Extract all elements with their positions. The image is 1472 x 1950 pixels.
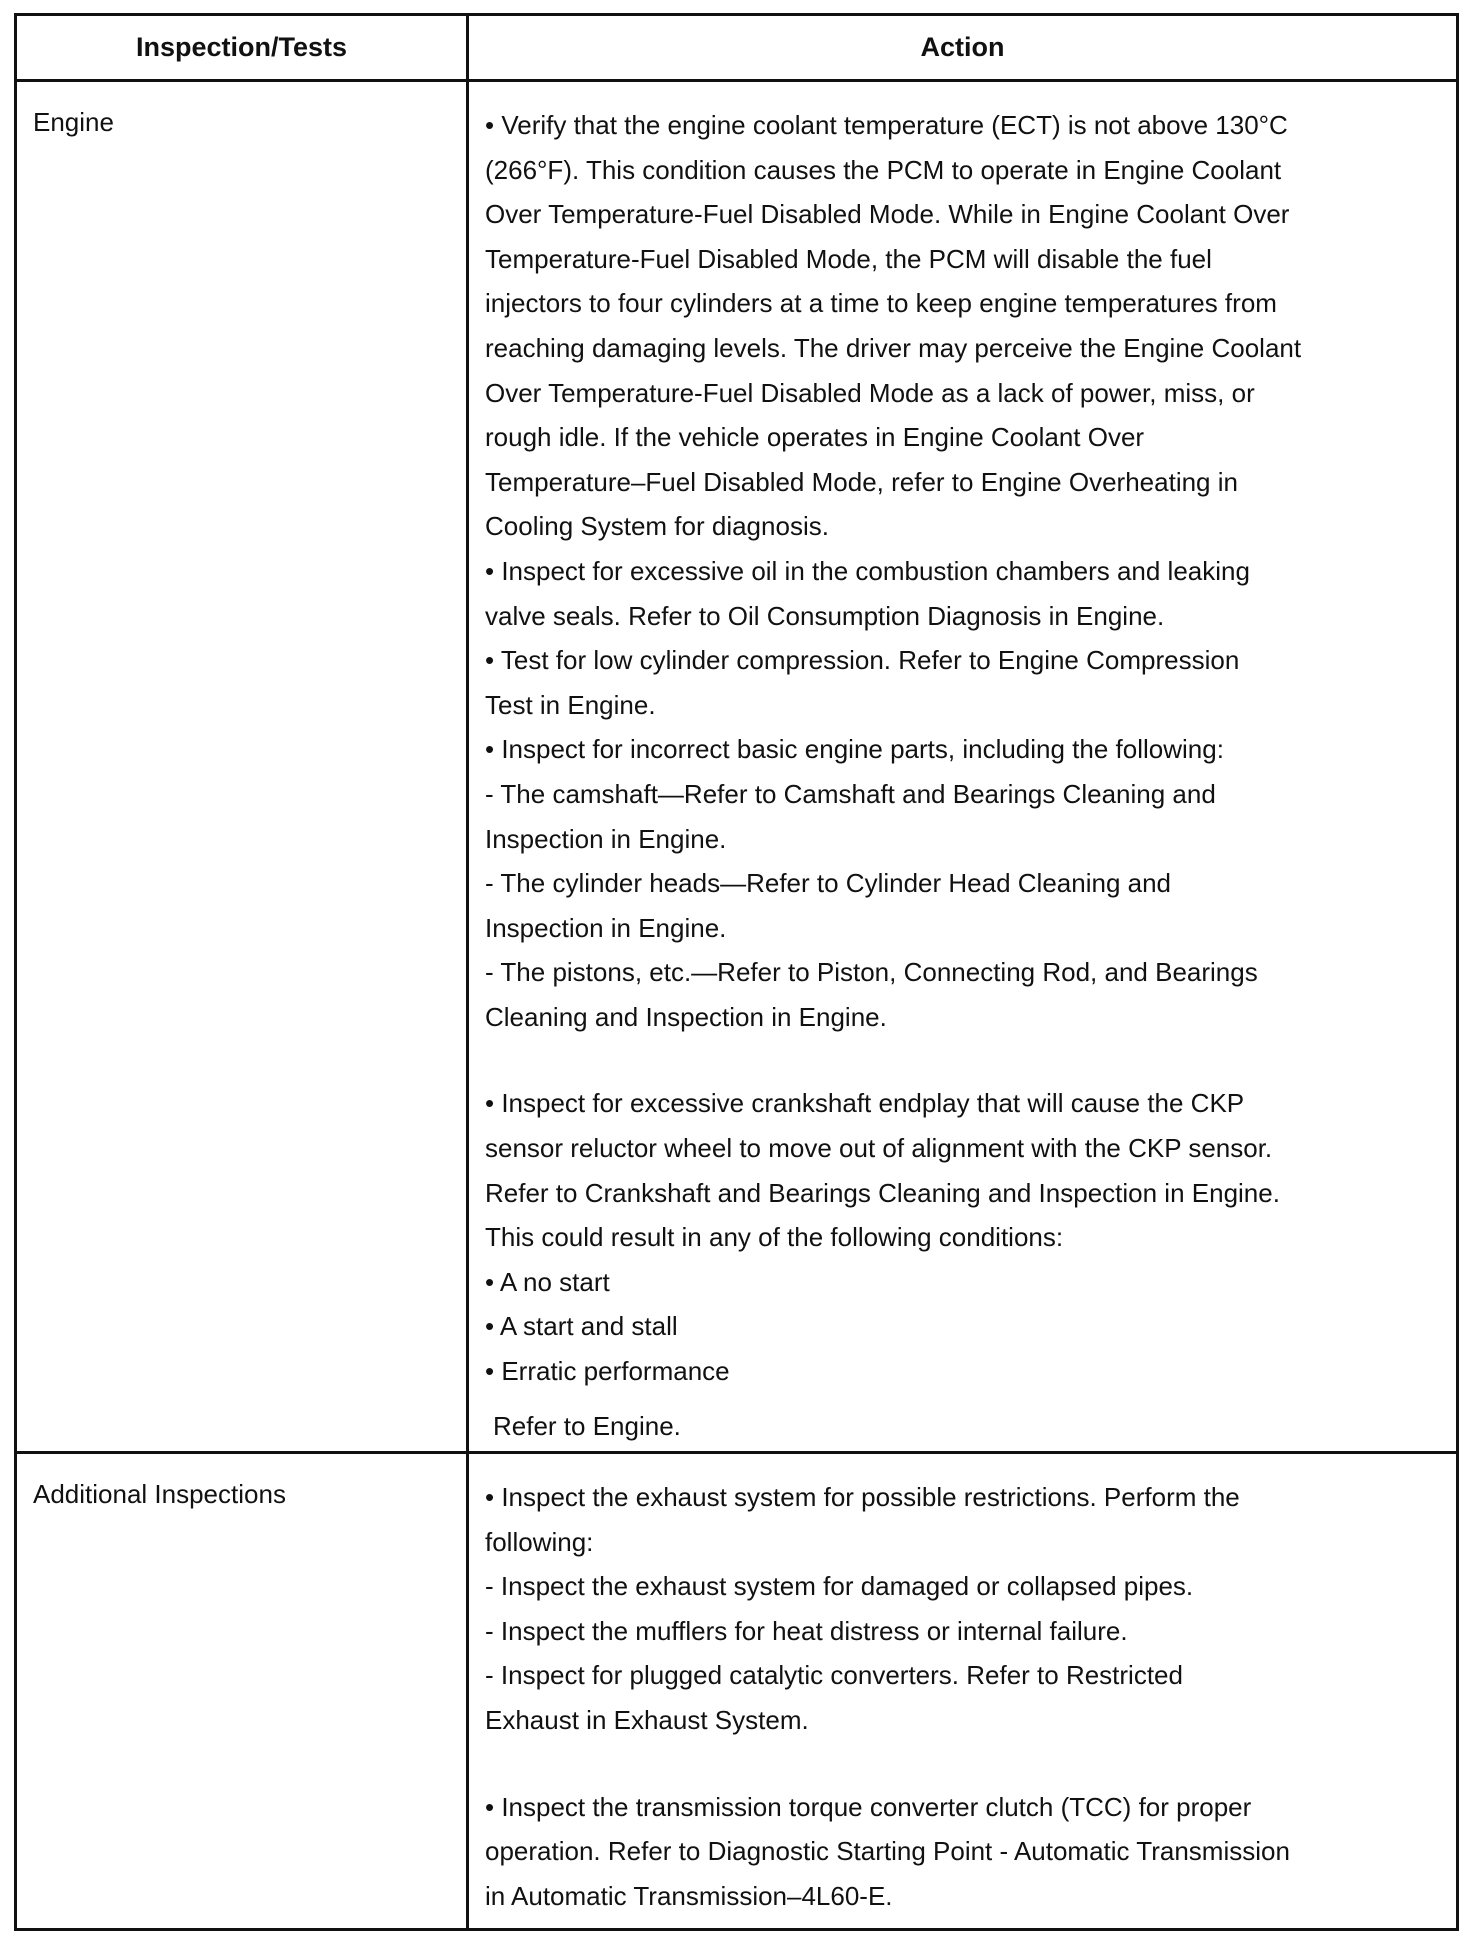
action-line: Cleaning and Inspection in Engine. [485, 1001, 887, 1032]
action-line: • Inspect for excessive crankshaft endplay that will cause the CKP [485, 1088, 1245, 1119]
action-line: • A start and stall [485, 1311, 678, 1342]
action-line: operation. Refer to Diagnostic Starting Point - Automatic Transmission [485, 1836, 1290, 1867]
action-line: Temperature-Fuel Disabled Mode, the PCM will disable the fuel [485, 243, 1212, 274]
action-line: Test in Engine. [485, 689, 656, 720]
action-line: valve seals. Refer to Oil Consumption Diagnosis in Engine. [485, 600, 1165, 631]
header-inspection-tests: Inspection/Tests [16, 15, 468, 81]
action-note: Refer to Engine. [493, 1410, 681, 1441]
action-line: Over Temperature-Fuel Disabled Mode. While in Engine Coolant Over [485, 199, 1290, 230]
action-line: Refer to Crankshaft and Bearings Cleaning and Inspection in Engine. [485, 1177, 1280, 1208]
action-line: • Inspect the transmission torque converter clutch (TCC) for proper [485, 1791, 1252, 1822]
action-line: - The cylinder heads—Refer to Cylinder Head Cleaning and [485, 868, 1172, 899]
action-line: - The camshaft—Refer to Camshaft and Bearings Cleaning and [485, 778, 1216, 809]
row-label: Additional Inspections [16, 1453, 468, 1930]
action-line: - Inspect the mufflers for heat distress or internal failure. [485, 1615, 1128, 1646]
action-line: - Inspect for plugged catalytic converters. Refer to Restricted [485, 1660, 1183, 1691]
action-line: • Inspect the exhaust system for possible restrictions. Perform the [485, 1482, 1240, 1512]
action-line: reaching damaging levels. The driver may perceive the Engine Coolant [485, 332, 1302, 363]
action-line: • A no start [485, 1266, 610, 1297]
action-line: - The pistons, etc.—Refer to Piston, Connecting Rod, and Bearings [485, 957, 1258, 988]
action-line: Inspection in Engine. [485, 823, 727, 854]
action-line: Temperature–Fuel Disabled Mode, refer to Engine Overheating in [485, 466, 1238, 497]
row-action [468, 81, 1458, 1453]
header-action: Action [468, 15, 1458, 81]
action-line: sensor reluctor wheel to move out of alignment with the CKP sensor. [485, 1133, 1273, 1164]
row-label: Engine [16, 81, 468, 1453]
action-line: rough idle. If the vehicle operates in Engine Coolant Over [485, 422, 1145, 453]
action-line: (266°F). This condition causes the PCM to operate in Engine Coolant [485, 154, 1282, 185]
header-row [16, 15, 1458, 81]
diagnosis-table [14, 13, 1459, 1931]
action-line: injectors to four cylinders at a time to keep engine temperatures from [485, 288, 1277, 319]
action-line [485, 1743, 1396, 1785]
row-action [468, 1453, 1458, 1930]
action-line: in Automatic Transmission–4L60-E. [485, 1880, 893, 1911]
action-line: • Test for low cylinder compression. Refer to Engine Compression [485, 645, 1240, 676]
action-line: - Inspect the exhaust system for damaged or collapsed pipes. [485, 1571, 1194, 1602]
action-line: • Verify that the engine coolant temperature (ECT) is not above 130°C [485, 110, 1288, 140]
action-line: This could result in any of the following conditions: [485, 1222, 1064, 1253]
table-row [16, 81, 1458, 1453]
action-line: Over Temperature-Fuel Disabled Mode as a lack of power, miss, or [485, 377, 1255, 408]
action-line: Exhaust in Exhaust System. [485, 1704, 809, 1735]
table-row [16, 1453, 1458, 1930]
action-line: • Erratic performance [485, 1356, 730, 1387]
action-line: • Inspect for excessive oil in the combustion chambers and leaking [485, 555, 1250, 586]
action-line: Cooling System for diagnosis. [485, 511, 829, 542]
action-line: • Inspect for incorrect basic engine parts, including the following: [485, 734, 1224, 765]
action-line: Inspection in Engine. [485, 912, 727, 943]
action-line: following: [485, 1526, 594, 1557]
action-line [485, 1039, 1396, 1081]
